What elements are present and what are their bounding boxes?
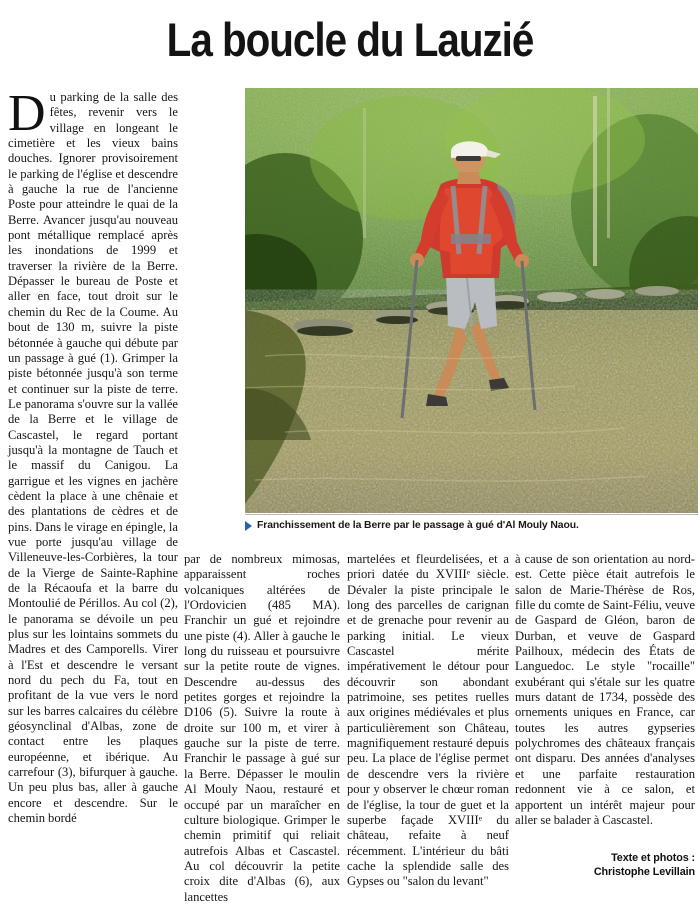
article-paragraph: à cause de son orientation au nord-est. Cette pièce était autrefois le salon de Marie-Thérèse de Ros, fille du comte de Saint-Féliu, veuve de Gaspard de Gléon, baron de Durban, et veuve de Gaspard Pailhoux, médecin des États de Languedoc. Le style "rocaille" exubérant qui s'étale sur les quatre murs datant de 1734, possède des ornements uniques en France, car toutes les autres gypseries polychromes des châteaux français ont disparu. Des années d'analyses et une parfaite restauration redonnent vie à ce salon, et apportent un intérêt majeur pour aller se balader à Cascastel. — [515, 552, 695, 827]
article-paragraph: par de nombreux mimosas, apparaissent roches volcaniques altérées de l'Ordovicien (485 MA). Franchir un gué et rejoindre une piste (4). Aller à gauche le long du ruisseau et poursuivre sur la petite route de vignes. Descendre au-dessus des petites gorges et rejoindre la D106 (5). Suivre la route à droite sur 100 m, et virer à gauche sur la piste de terre. Franchir le passage à gué sur la Berre. Dépasser le moulin Al Mouly Naou, restauré et occupé par un maraîcher en culture biologique. Grimper le chemin primitif qui reliait autrefois Albas et Cascastel. Au col découvrir la petite croix dite d'Albas (6), aux lancettes — [184, 552, 340, 904]
byline-credit-label: Texte et photos : — [611, 852, 695, 864]
article-paragraph: Du parking de la salle des fêtes, revenir vers le village en longeant le cimetière et les vieux bains douches. Ignorer provisoirement le parking de l'église et descendre à gauche la rue de l'ancienne Poste pour atteindre le quai de la Berre. Avancer jusqu'au nouveau pont métallique remplacé après les inondations de 1999 et traverser la rivière de la Berre. Dépasser le bureau de Poste et aller en face, tout droit sur le chemin du Rec de la Coume. Au bout de 130 m, suivre la piste bétonnée à gauche qui débute par un passage à gué (1). Grimper la piste bétonnée jusqu'à son terme et continuer sur la piste de terre. Le panorama s'ouvre sur la vallée de la Berre et le village de Cascastel, le regard portant jusqu'à la montagne de Tauch et le massif du Canigou. La garrigue et les vignes en jachère cèdent la place à une chênaie et des plantations de cèdres et de pins. Dans le virage en épingle, la vue porte jusqu'au village de Villeneuve-les-Corbières, la tour de la Vierge de Sainte-Raphine de la Récaoufa et la barre du Montoulié de Périllos. Au col (2), le panorama se dévoile un peu plus sur les lointains sommets du Madres et des Camporells. Virer à l'Est et descendre le versant nord du pech du Fa, tout en profitant de la vue vers le nord sur les barres calcaires du célèbre géosynclinal d'Albas, zone de contact entre les plaques européenne, et ibérique. Au carrefour (3), bifurquer à gauche. Un peu plus bas, aller à gauche encore et descendre. Sur le chemin bordé — [8, 85, 178, 826]
article-column-2 — [184, 552, 340, 905]
triangle-right-icon — [245, 521, 252, 531]
article-column-4 — [515, 552, 695, 828]
photo-river-crossing — [245, 88, 698, 513]
byline — [515, 851, 695, 879]
article-paragraph: martelées et fleurdelisées, et a priori datée du XVIIIᵉ siècle. Dévaler la piste principale le long des parcelles de carignan et de grenache pour revenir au parking initial. Le vieux Cascastel mérite impérativement le détour pour découvrir son abondant patrimoine, ses petites ruelles aux origines médiévales et plus particulièrement son Château, magnifiquement restauré depuis peu. La place de l'église permet de descendre vers la rivière pour y observer le chœur roman de l'église, la tour de guet et la superbe façade XVIIIᵉ du château, refaite à neuf récemment. L'intérieur du bâti cache la splendide salle des Gypses ou "salon du levant" — [347, 552, 509, 889]
article-photo-block — [245, 88, 698, 513]
article-column-1 — [8, 85, 178, 827]
caption-divider — [245, 514, 698, 515]
photo-caption — [245, 519, 698, 533]
page-title: La boucle du Lauzié — [166, 13, 534, 66]
photo-caption-text: Franchissement de la Berre par le passage à gué d'Al Mouly Naou. — [257, 520, 579, 531]
byline-author: Christophe Levillain — [593, 866, 695, 878]
article-column-3 — [347, 552, 509, 890]
